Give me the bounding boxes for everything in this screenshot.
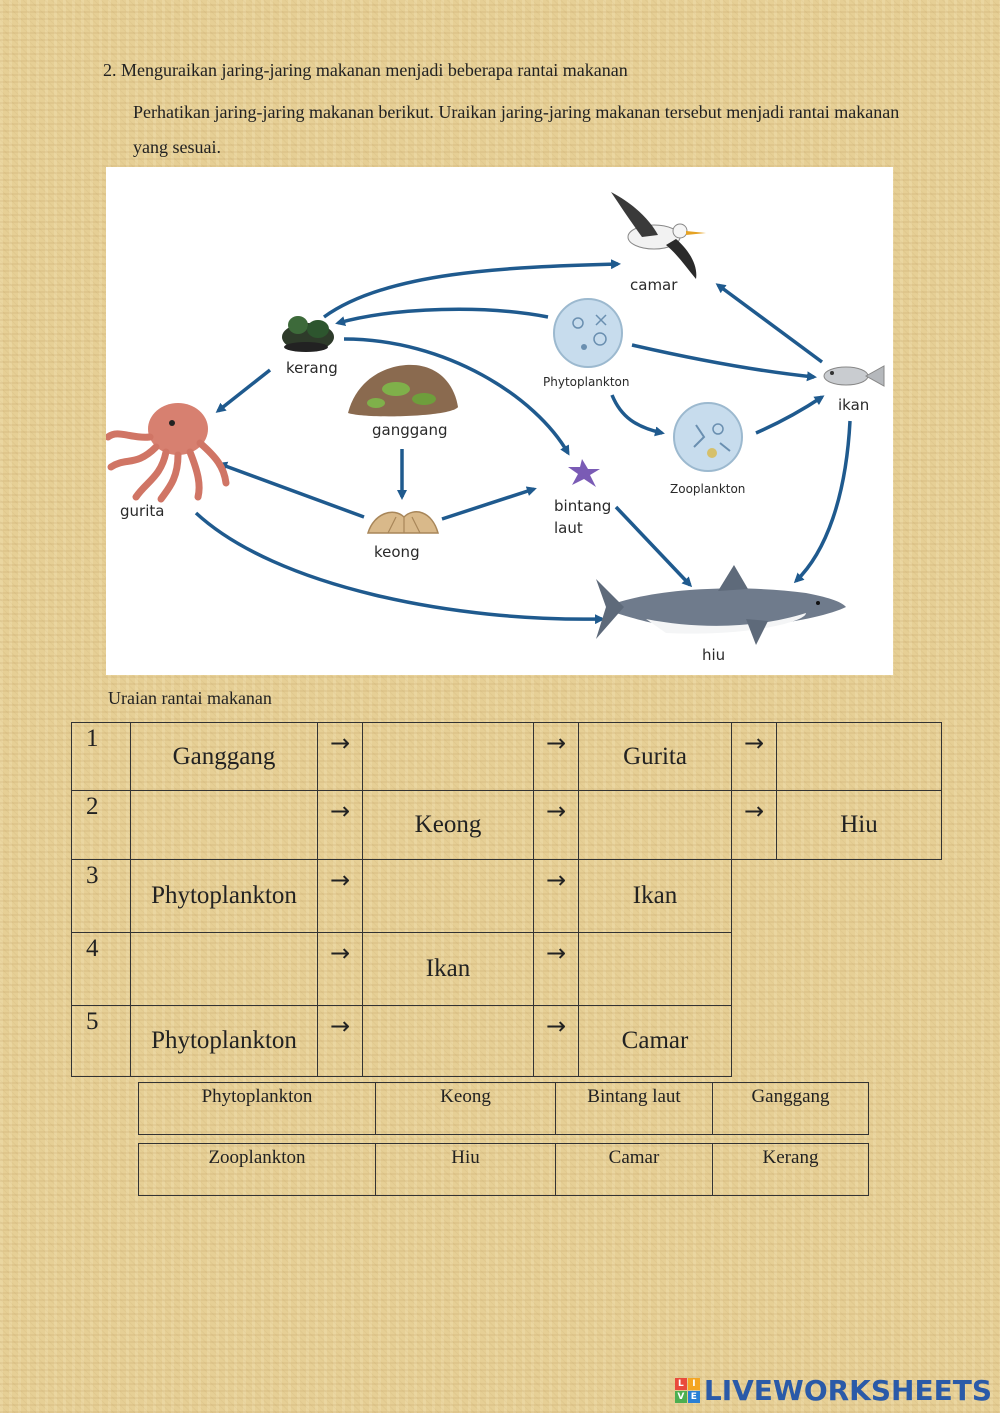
chain-row-2 [72,791,942,860]
zooplankton-label: Zooplankton [670,482,746,496]
chain-cell: Camar [579,1006,732,1077]
chain-row-3 [72,860,942,933]
logo-letter: V [675,1391,687,1403]
chain-cell: Keong [363,791,534,860]
zooplankton-illustration [674,403,742,471]
chain-cell: Phytoplankton [131,860,318,933]
logo-letter: I [688,1378,700,1390]
keong-label: keong [374,543,420,561]
word-option[interactable]: Keong [376,1083,556,1135]
arrow-keong-gurita [220,464,364,517]
food-chain-table [71,722,942,1077]
word-option[interactable]: Zooplankton [139,1144,376,1196]
arrow-bintang-hiu [616,507,690,585]
word-option[interactable]: Camar [556,1144,713,1196]
answer-box[interactable] [363,1006,534,1077]
kerang-label: kerang [286,359,338,377]
arrow-symbol: → [732,723,777,791]
chain-cell: Gurita [579,723,732,791]
word-bank-row-1 [138,1082,869,1135]
answer-box[interactable] [131,791,318,860]
answer-box[interactable] [363,860,534,933]
chain-cell: Ikan [363,933,534,1006]
arrow-ikan-camar [718,285,822,362]
word-option[interactable]: Bintang laut [556,1083,713,1135]
answer-box[interactable] [579,791,732,860]
arrow-symbol: → [318,723,363,791]
arrow-keong-bintang [442,489,534,519]
chain-subheading: Uraian rantai makanan [108,688,272,708]
kerang-illustration [282,316,334,352]
bintang-laut-illustration [568,459,600,487]
arrow-symbol: → [318,791,363,860]
arrow-symbol: → [732,791,777,860]
gurita-illustration [108,403,226,499]
food-web-svg [106,167,893,675]
arrow-phyto-zoo [612,395,662,433]
row-number: 3 [72,860,131,933]
food-web-diagram [106,167,893,675]
empty-space [732,860,942,933]
arrow-ikan-hiu [796,421,850,581]
arrow-symbol: → [318,933,363,1006]
liveworksheets-logo [675,1374,992,1407]
logo-letter: L [675,1378,687,1390]
word-option[interactable]: Hiu [376,1144,556,1196]
arrow-symbol: → [318,860,363,933]
hiu-illustration [596,565,846,645]
bintang-laut-label-1: bintang [554,497,612,515]
answer-box[interactable] [131,933,318,1006]
arrow-symbol: → [318,1006,363,1077]
chain-cell: Ganggang [131,723,318,791]
arrow-symbol: → [534,723,579,791]
arrow-kerang-gurita [218,370,270,411]
word-option[interactable]: Phytoplankton [139,1083,376,1135]
arrow-phyto-ikan [632,345,814,377]
word-option[interactable]: Kerang [713,1144,869,1196]
hiu-label: hiu [702,646,726,664]
chain-cell: Ikan [579,860,732,933]
gurita-label: gurita [120,502,165,520]
ikan-label: ikan [838,396,870,414]
phytoplankton-illustration [554,299,622,367]
empty-space [732,933,942,1006]
chain-row-5 [72,1006,942,1077]
answer-box[interactable] [579,933,732,1006]
arrow-zoo-ikan [756,397,822,433]
arrow-symbol: → [534,1006,579,1077]
ikan-illustration [824,366,884,386]
camar-illustration [611,192,706,279]
arrow-symbol: → [534,791,579,860]
row-number: 4 [72,933,131,1006]
question-heading: 2. Menguraikan jaring-jaring makanan menjadi beberapa rantai makanan [103,60,628,80]
logo-text: LIVEWORKSHEETS [703,1374,992,1407]
arrow-symbol: → [534,933,579,1006]
empty-space [732,1006,942,1077]
answer-box[interactable] [777,723,942,791]
row-number: 1 [72,723,131,791]
instruction-text: Perhatikan jaring-jaring makanan berikut. Uraikan jaring-jaring makanan tersebut menjadi rantai makanan yang sesuai. [133,102,900,157]
chain-cell: Hiu [777,791,942,860]
word-option[interactable]: Ganggang [713,1083,869,1135]
answer-box[interactable] [363,723,534,791]
arrow-symbol: → [534,860,579,933]
logo-mark [675,1378,700,1403]
row-number: 2 [72,791,131,860]
row-number: 5 [72,1006,131,1077]
camar-label: camar [630,276,678,294]
arrow-phyto-kerang [338,309,548,323]
phytoplankton-label: Phytoplankton [543,375,630,389]
chain-cell: Phytoplankton [131,1006,318,1077]
logo-letter: E [688,1391,700,1403]
word-bank-row-2 [138,1143,869,1196]
bintang-laut-label-2: laut [554,519,583,537]
chain-row-4 [72,933,942,1006]
ganggang-illustration [348,365,458,417]
chain-row-1 [72,723,942,791]
ganggang-label: ganggang [372,421,448,439]
keong-illustration [368,512,438,533]
